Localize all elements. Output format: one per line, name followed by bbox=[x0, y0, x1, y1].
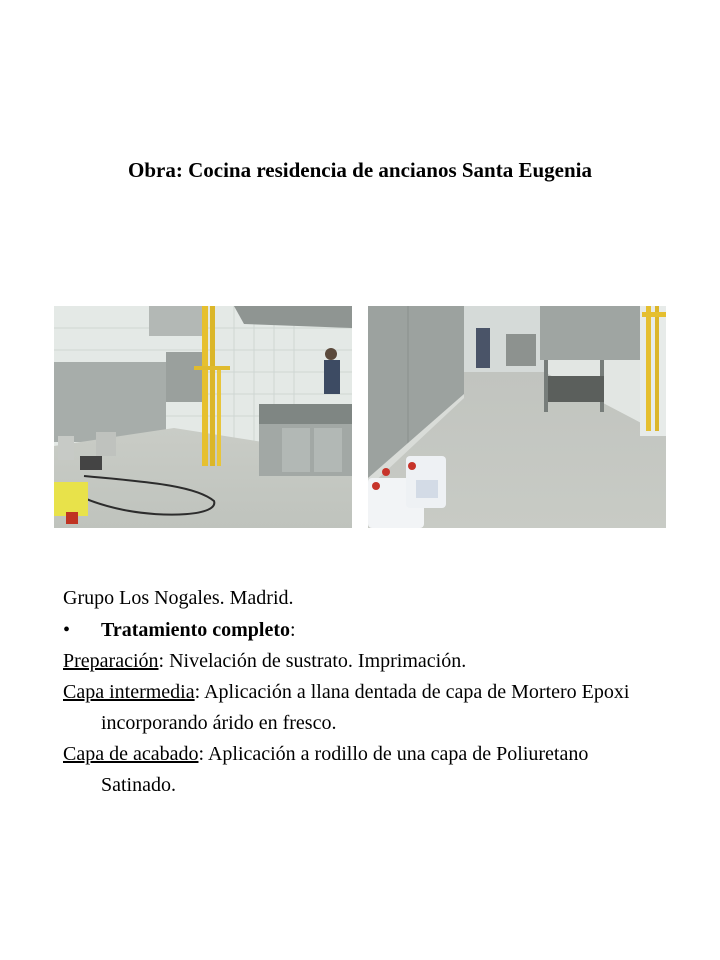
kitchen-photo-right bbox=[368, 306, 666, 528]
step-text: Aplicación a rodillo de una capa de Poliuretano Satinado. bbox=[101, 743, 589, 796]
page-title: Obra: Cocina residencia de ancianos Santa Eugenia bbox=[128, 158, 592, 182]
step-finishing-layer bbox=[63, 739, 663, 801]
step-separator: : bbox=[198, 743, 208, 765]
step-label: Preparación bbox=[63, 650, 159, 672]
step-separator: : bbox=[158, 650, 170, 672]
project-description bbox=[63, 582, 663, 801]
treatment-line bbox=[63, 614, 663, 646]
treatment-label: Tratamiento completo bbox=[101, 619, 291, 641]
bullet-icon: • bbox=[63, 619, 71, 641]
step-text: Aplicación a llana dentada de capa de Mortero Epoxi incorporando árido en fresco. bbox=[101, 681, 630, 734]
kitchen-photo-left bbox=[54, 306, 352, 528]
step-preparation bbox=[63, 646, 663, 677]
treatment-colon: : bbox=[290, 619, 296, 641]
step-label: Capa de acabado bbox=[63, 743, 199, 765]
step-label: Capa intermedia bbox=[63, 681, 195, 703]
step-text: Nivelación de sustrato. Imprimación. bbox=[169, 650, 467, 672]
client-line: Grupo Los Nogales. Madrid. bbox=[63, 587, 294, 609]
step-separator: : bbox=[194, 681, 205, 703]
step-intermediate-layer bbox=[63, 677, 663, 739]
